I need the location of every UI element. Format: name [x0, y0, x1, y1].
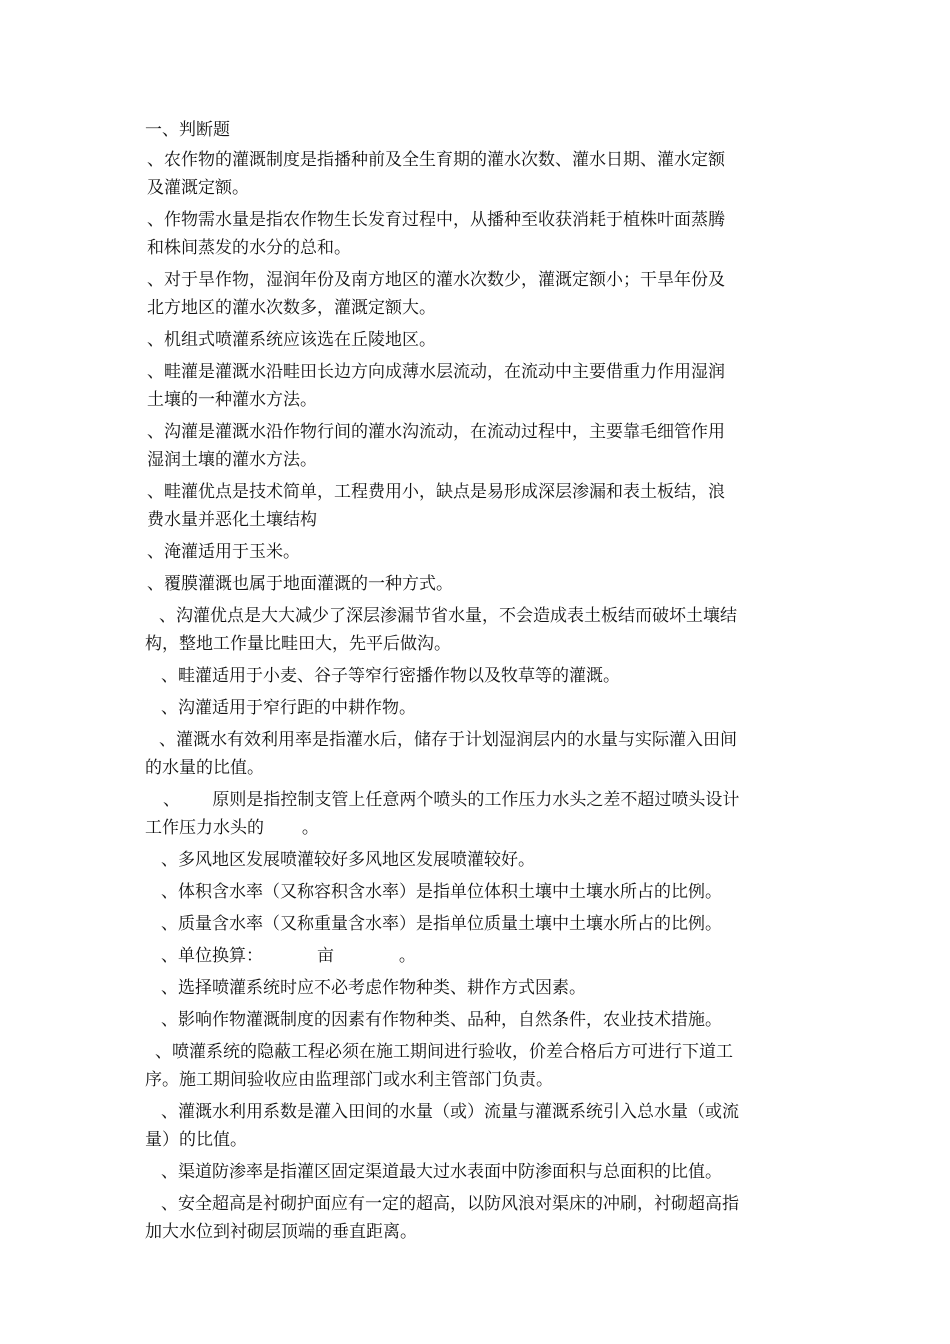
list-item [145, 206, 810, 262]
list-item [145, 358, 810, 414]
list-item [145, 266, 810, 322]
list-item [145, 694, 810, 722]
list-item [145, 1038, 810, 1094]
item-line: 序。施工期间验收应由监理部门或水利主管部门负责。 [145, 1070, 553, 1090]
item-line: 、淹灌适用于玉米。 [147, 542, 300, 562]
item-line: 、覆膜灌溉也属于地面灌溉的一种方式。 [147, 574, 453, 594]
item-line: 构，整地工作量比畦田大，先平后做沟。 [145, 634, 451, 654]
item-line: 北方地区的灌水次数多，灌溉定额大。 [147, 298, 436, 318]
list-item [145, 538, 810, 566]
item-line: 、 原则是指控制支管上任意两个喷头的工作压力水头之差不超过喷头设计 [163, 790, 740, 810]
item-line: 、质量含水率（又称重量含水率）是指单位质量土壤中土壤水所占的比例。 [161, 914, 722, 934]
item-line: 、畦灌是灌溉水沿畦田长边方向成薄水层流动，在流动中主要借重力作用湿润 [147, 362, 725, 382]
item-line: 、选择喷灌系统时应不必考虑作物种类、耕作方式因素。 [161, 978, 586, 998]
list-item [145, 478, 810, 534]
item-line: 工作压力水头的 。 [145, 818, 319, 838]
item-line: 的水量的比值。 [145, 758, 264, 778]
list-item [145, 974, 810, 1002]
list-item [145, 786, 810, 842]
item-line: 、多风地区发展喷灌较好多风地区发展喷灌较好。 [161, 850, 535, 870]
list-item [145, 1006, 810, 1034]
list-item [145, 878, 810, 906]
list-item [145, 726, 810, 782]
list-item [145, 418, 810, 474]
list-item [145, 570, 810, 598]
item-line: 、畦灌优点是技术简单，工程费用小，缺点是易形成深层渗漏和表土板结，浪 [147, 482, 725, 502]
item-line: 、农作物的灌溉制度是指播种前及全生育期的灌水次数、灌水日期、灌水定额 [147, 150, 725, 170]
item-line: 、单位换算： 亩 。 [161, 946, 416, 966]
item-line: 、沟灌适用于窄行距的中耕作物。 [161, 698, 416, 718]
list-item [145, 846, 810, 874]
item-line: 、渠道防渗率是指灌区固定渠道最大过水表面中防渗面积与总面积的比值。 [161, 1162, 722, 1182]
list-item [145, 602, 810, 658]
list-item [145, 662, 810, 690]
item-line: 量）的比值。 [145, 1130, 247, 1150]
item-line: 、畦灌适用于小麦、谷子等窄行密播作物以及牧草等的灌溉。 [161, 666, 620, 686]
item-line: 、对于旱作物，湿润年份及南方地区的灌水次数少，灌溉定额小；干旱年份及 [147, 270, 725, 290]
item-line: 、沟灌优点是大大减少了深层渗漏节省水量，不会造成表土板结而破坏土壤结 [159, 606, 737, 626]
list-item [145, 910, 810, 938]
item-line: 及灌溉定额。 [147, 178, 249, 198]
item-line: 、安全超高是衬砌护面应有一定的超高，以防风浪对渠床的冲刷，衬砌超高指 [161, 1194, 739, 1214]
list-item [145, 1190, 810, 1246]
item-line: 、沟灌是灌溉水沿作物行间的灌水沟流动，在流动过程中，主要靠毛细管作用 [147, 422, 725, 442]
section-heading: 一、判断题 [145, 120, 230, 140]
item-line: 、机组式喷灌系统应该选在丘陵地区。 [147, 330, 436, 350]
item-line: 和株间蒸发的水分的总和。 [147, 238, 351, 258]
list-item [145, 146, 810, 202]
list-item [145, 942, 810, 970]
item-line: 、灌溉水有效利用率是指灌水后，储存于计划湿润层内的水量与实际灌入田间 [159, 730, 737, 750]
document-body [145, 116, 810, 1246]
item-line: 、体积含水率（又称容积含水率）是指单位体积土壤中土壤水所占的比例。 [161, 882, 722, 902]
item-line: 、灌溉水利用系数是灌入田间的水量（或）流量与灌溉系统引入总水量（或流 [161, 1102, 739, 1122]
item-line: 、影响作物灌溉制度的因素有作物种类、品种，自然条件，农业技术措施。 [161, 1010, 722, 1030]
item-line: 、喷灌系统的隐蔽工程必须在施工期间进行验收，价差合格后方可进行下道工 [155, 1042, 733, 1062]
list-item [145, 1098, 810, 1154]
item-line: 费水量并恶化土壤结构 [147, 510, 317, 530]
item-line: 土壤的一种灌水方法。 [147, 390, 317, 410]
item-line: 湿润土壤的灌水方法。 [147, 450, 317, 470]
list-item [145, 326, 810, 354]
item-line: 、作物需水量是指农作物生长发育过程中，从播种至收获消耗于植株叶面蒸腾 [147, 210, 725, 230]
list-item [145, 1158, 810, 1186]
item-line: 加大水位到衬砌层顶端的垂直距离。 [145, 1222, 417, 1242]
